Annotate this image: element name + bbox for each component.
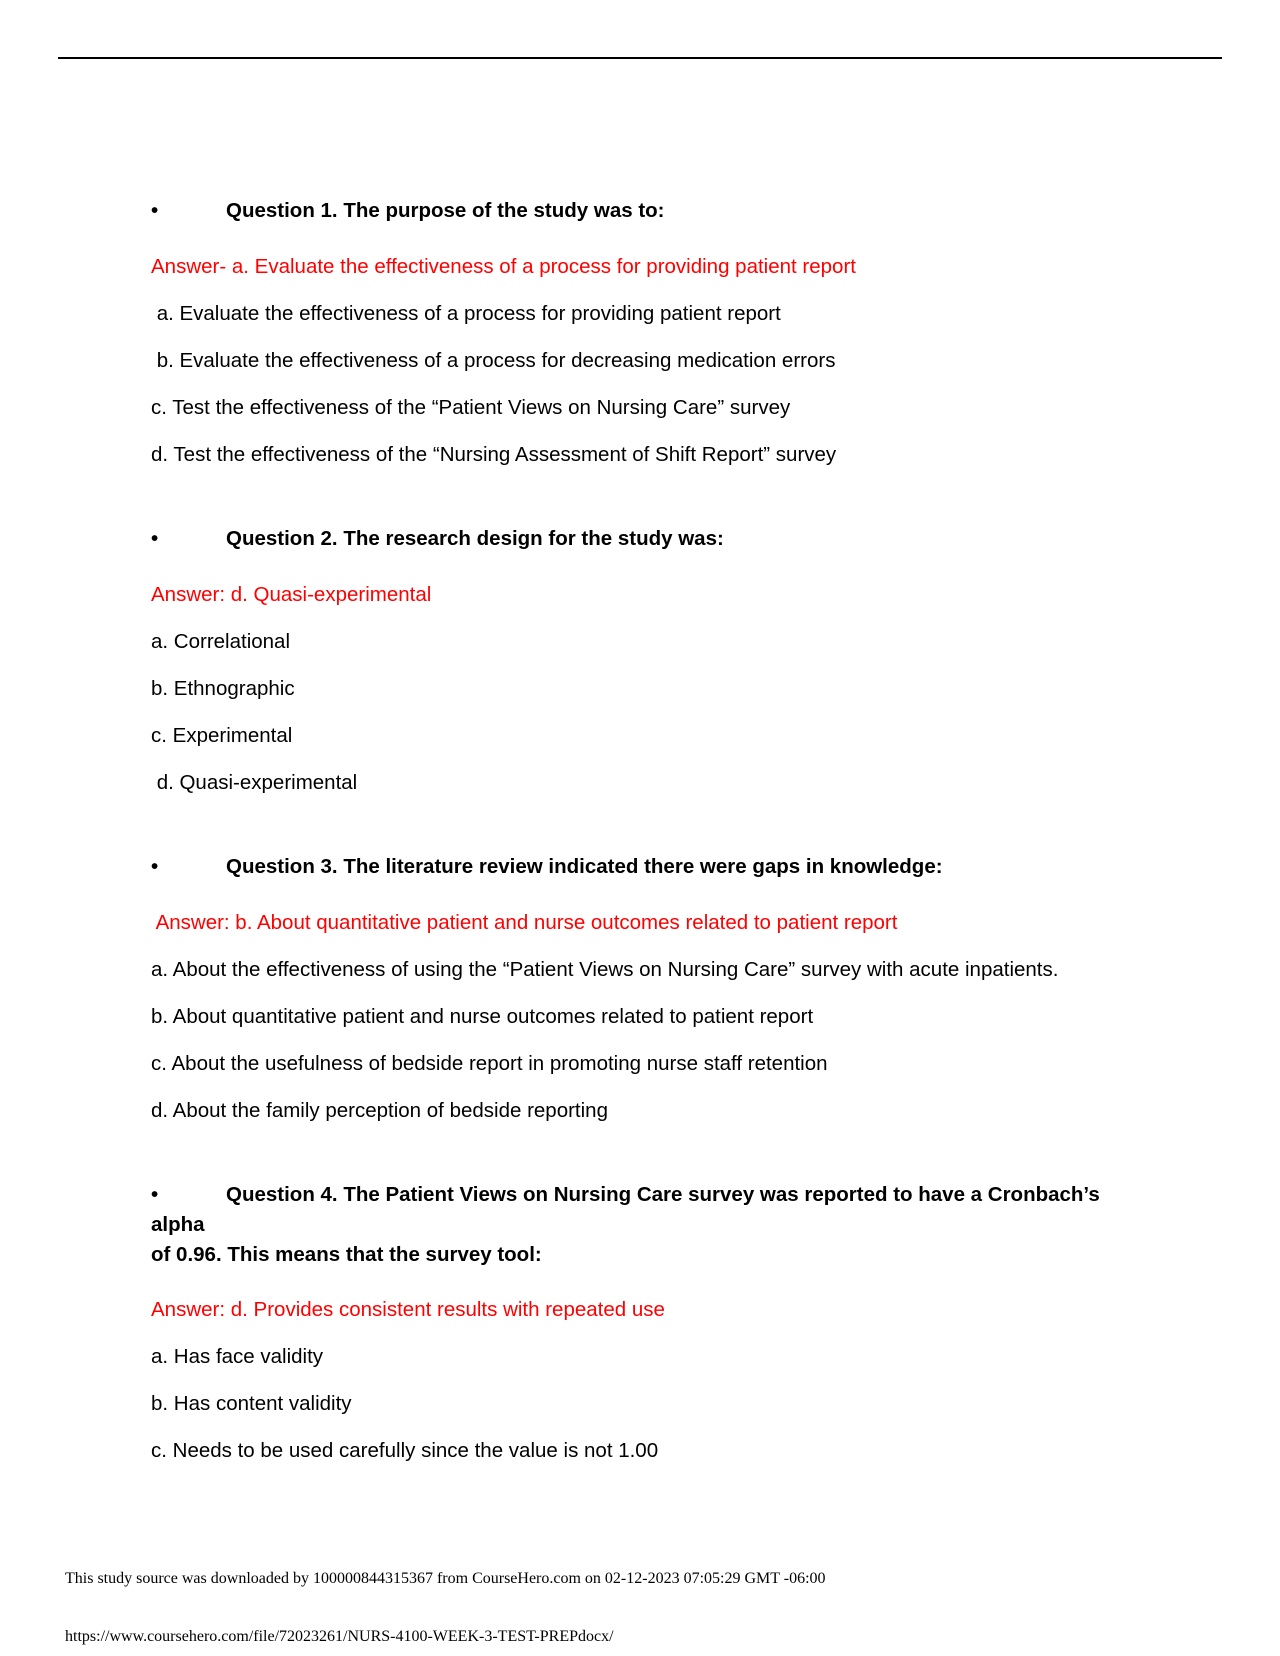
question-title: • Question 3. The literature review indicated there were gaps in knowledge: [151,852,1151,882]
option-c: c. About the usefulness of bedside report in promoting nurse staff retention [151,1052,828,1075]
question-title: • Question 4. The Patient Views on Nursing Care survey was reported to have a Cronbach’s alpha of 0.96. This means that the survey tool: [151,1180,1151,1240]
option-d: d. About the family perception of bedside reporting [151,1099,608,1122]
question-title: • Question 2. The research design for the study was: [151,524,1151,554]
option-c: c. Test the effectiveness of the “Patient Views on Nursing Care” survey [151,396,791,419]
option-a: a. Has face validity [151,1345,324,1368]
bullet-icon: • [151,855,159,878]
spacer [151,806,1151,852]
option-a: a. Evaluate the effectiveness of a process for providing patient report [151,302,781,325]
option-b: b. Has content validity [151,1392,352,1415]
spacer [151,478,1151,524]
option-d: d. Quasi-experimental [151,771,358,794]
option-a: a. About the effectiveness of using the “Patient Views on Nursing Care” survey with acute inpatients. [151,958,1059,981]
option-b: b. About quantitative patient and nurse outcomes related to patient report [151,1005,814,1028]
top-rule [58,57,1222,59]
answer-line: Answer: d. Provides consistent results with repeated use [151,1298,665,1321]
answer-line: Answer- a. Evaluate the effectiveness of a process for providing patient report [151,255,856,278]
answer-line: Answer: b. About quantitative patient and nurse outcomes related to patient report [151,911,898,934]
bullet-icon: • [151,527,159,550]
bullet-icon: • [151,199,159,222]
answer-line: Answer: d. Quasi-experimental [151,583,432,606]
question-block-2 [151,524,1151,806]
question-title: • Question 1. The purpose of the study was to: [151,196,1151,226]
bullet-icon: • [151,1183,159,1206]
spacer [151,1134,1151,1180]
source-footer: This study source was downloaded by 100000844315367 from CourseHero.com on 02-12-2023 07:05:29 GMT -06:00 [65,1570,826,1587]
document-body [151,196,1151,1474]
option-a: a. Correlational [151,630,291,653]
url-footer: https://www.coursehero.com/file/72023261/NURS-4100-WEEK-3-TEST-PREPdocx/ [65,1628,614,1645]
option-d: d. Test the effectiveness of the “Nursing Assessment of Shift Report” survey [151,443,837,466]
option-b: b. Evaluate the effectiveness of a process for decreasing medication errors [151,349,836,372]
option-c: c. Experimental [151,724,293,747]
question-block-4 [151,1180,1151,1474]
question-block-1 [151,196,1151,478]
option-c: c. Needs to be used carefully since the value is not 1.00 [151,1439,659,1462]
option-b: b. Ethnographic [151,677,295,700]
question-block-3 [151,852,1151,1134]
